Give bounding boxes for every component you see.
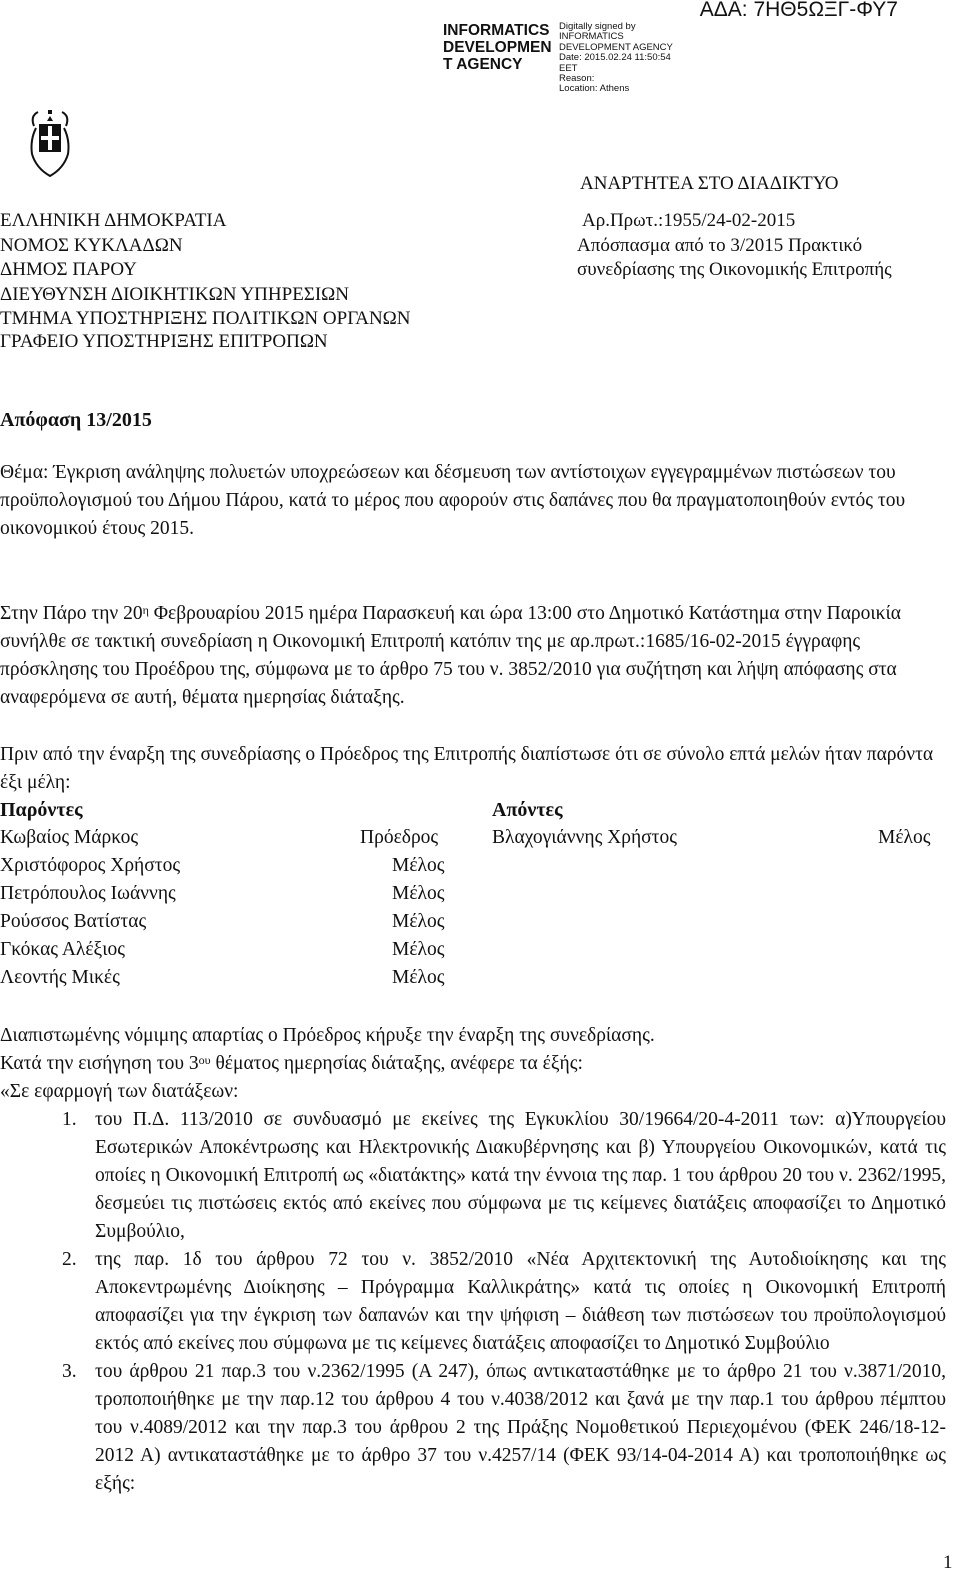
list-item-text: της παρ. 1δ του άρθρου 72 του ν. 3852/2010 «Νέα Αρχιτεκτονική της Αυτοδιοίκησης και της Αποκεντρωμένης Διοίκησης – Πρόγραμμα Καλλικράτης» κατά τις οποίες η Οικονομική Επιτροπή αποφασίζει για την έγκριση των δαπανών και την ψήφιση – διάθεση των πιστώσεων του προϋπολογισμού εκτός από εκείνες που σύμφωνα με τις κείμενες διατάξεις αποφασίζει το Δημοτικό Συμβούλιο (95, 1249, 946, 1354)
present-member-name: Ρούσσος Βατίστας (0, 911, 147, 932)
present-member-role: Μέλος (392, 911, 445, 932)
present-heading: Παρόντες (0, 799, 83, 821)
quorum-confirmed: Διαπιστωμένης νόμιμης απαρτίας ο Πρόεδρος κήρυξε την έναρξη της συνεδρίασης. (0, 1025, 655, 1046)
list-item-number: 1. (62, 1109, 77, 1130)
header-right-line: Απόσπασμα από το 3/2015 Πρακτικό (577, 235, 863, 256)
ada-code: ΑΔΑ: 7ΗΘ5ΩΞΓ-ΦΥ7 (699, 0, 898, 21)
header-left-line: ΕΛΛΗΝΙΚΗ ΔΗΜΟΚΡΑΤΙΑ (0, 210, 227, 231)
signature-detail: EET (559, 62, 578, 74)
absent-member-name: Βλαχογιάννης Χρήστος (492, 827, 677, 848)
agenda-intro-text: Κατά την εισήγηση του 3 (0, 1053, 199, 1074)
intro-text: Στην Πάρο την 20 (0, 603, 143, 624)
present-member-role: Μέλος (392, 855, 445, 876)
present-member-role: Μέλος (392, 967, 445, 988)
signature-detail: Digitally signed by (559, 21, 636, 32)
absent-member-role: Μέλος (878, 827, 931, 848)
page-number: 1 (943, 1552, 953, 1573)
signer-name-line: DEVELOPMEN (443, 39, 552, 56)
signature-detail: Location: Athens (559, 83, 630, 95)
header-left-line: ΤΜΗΜΑ ΥΠΟΣΤΗΡΙΞΗΣ ΠΟΛΙΤΙΚΩΝ ΟΡΓΑΝΩΝ (0, 308, 411, 329)
list-item-number: 2. (62, 1249, 77, 1270)
list-item-text: του άρθρου 21 παρ.3 του ν.2362/1995 (Α 247), όπως αντικαταστάθηκε με το άρθρο 21 του ν.3871/2010, τροποποιήθηκε με την παρ.12 του άρθρου 4 του ν.4038/2012 και ξανά με την παρ.1 του άρθρου πέμπτου του ν.4089/2012 και την παρ.3 του άρθρου 2 της Πράξης Νομοθετικού Περιεχομένου (ΦΕΚ 246/18-12-2012 Α) αντικαταστάθηκε με το άρθρο 37 του ν.4257/14 (ΦΕΚ 93/14-04-2014 Α) και τροποποιήθηκε ως εξής: (95, 1361, 946, 1494)
present-member-role: Πρόεδρος (360, 827, 439, 848)
agenda-intro-text-rest: θέματος ημερησίας διάταξης, ανέφερε τα έξής: (210, 1053, 583, 1074)
quote-intro: «Σε εφαρμογή των διατάξεων: (0, 1081, 239, 1102)
provisions-list (0, 1106, 946, 1498)
present-member-role: Μέλος (392, 939, 445, 960)
absent-heading: Απόντες (492, 799, 563, 821)
header-left-line: ΔΙΕΥΘΥΝΣΗ ΔΙΟΙΚΗΤΙΚΩΝ ΥΠΗΡΕΣΙΩΝ (0, 284, 350, 305)
signer-name-line: INFORMATICS (443, 22, 550, 39)
decision-title: Απόφαση 13/2015 (0, 409, 152, 431)
present-member-name: Κωβαίος Μάρκος (0, 827, 139, 848)
intro-paragraph (0, 600, 912, 712)
subject-paragraph: Θέμα: Έγκριση ανάληψης πολυετών υποχρεώσεων και δέσμευση των αντίστοιχων εγγεγραμμένων πιστώσεων του προϋπολογισμού του Δήμου Πάρου, κατά το μέρος που αφορούν στις δαπάνες που θα πραγματοποιηθούν εντός του οικονομικού έτους 2015. (0, 462, 906, 539)
list-item (0, 1106, 946, 1246)
present-member-name: Γκόκας Αλέξιος (0, 939, 125, 960)
header-left-line: ΔΗΜΟΣ ΠΑΡΟΥ (0, 259, 137, 280)
present-member-name: Πετρόπουλος Ιωάννης (0, 883, 176, 904)
present-member-role: Μέλος (392, 883, 445, 904)
ordinal-suffix: ου (198, 1053, 211, 1067)
list-item-number: 3. (62, 1361, 77, 1382)
signature-detail: Reason: (559, 73, 595, 85)
intro-text-rest: Φεβρουαρίου 2015 ημέρα Παρασκευή και ώρα 13:00 στο Δημοτικό Κατάστημα στην Παροικία συνήλθε σε τακτική συνεδρίαση η Οικονομική Επιτροπή κατόπιν της με αρ.πρωτ.:1685/16-02-2015 έγγραφης πρόσκλησης του Προέδρου της, σύμφωνα με το άρθρο 75 του ν. 3852/2010 για συζήτηση και λήψη απόφασης στα αναφερόμενα σε αυτή, θέματα ημερησίας διάταξης. (0, 603, 901, 708)
present-member-name: Λεοντής Μικές (0, 967, 120, 988)
header-left-line: ΝΟΜΟΣ ΚΥΚΛΑΔΩΝ (0, 235, 183, 256)
greek-coat-of-arms-icon (26, 106, 74, 182)
header-left-line: ΓΡΑΦΕΙΟ ΥΠΟΣΤΗΡΙΞΗΣ ΕΠΙΤΡΟΠΩΝ (0, 331, 328, 352)
signer-name-line: T AGENCY (443, 56, 523, 73)
list-item (0, 1246, 946, 1358)
agenda-intro (0, 1050, 583, 1078)
protocol-number: Αρ.Πρωτ.:1955/24-02-2015 (582, 210, 796, 231)
list-item (0, 1358, 946, 1498)
signature-detail: INFORMATICS (559, 31, 624, 43)
signature-detail: DEVELOPMENT AGENCY (559, 41, 673, 53)
header-right-line: συνεδρίασης της Οικονομικής Επιτροπής (577, 259, 892, 280)
present-member-name: Χριστόφορος Χρήστος (0, 855, 181, 876)
digital-signature-stamp (443, 21, 693, 95)
quorum-paragraph: Πριν από την έναρξη της συνεδρίασης ο Πρόεδρος της Επιτροπής διαπίστωσε ότι σε σύνολο επτά μελών ήταν παρόντα έξι μέλη: (0, 744, 934, 793)
list-item-text: του Π.Δ. 113/2010 σε συνδυασμό με εκείνες της Εγκυκλίου 30/19664/20-4-2011 των: α)Υπουργείου Εσωτερικών Αποκέντρωσης και Ηλεκτρονικής Διακυβέρνησης και β) Υπουργείου Οικονομικών, κατά τις οποίες η Οικονομική Επιτροπή ως «διατάκτης» κατά την έννοια της παρ. 1 του άρθρου 20 του ν. 2362/1995, δεσμεύει τις πιστώσεις εκτός από εκείνες που σύμφωνα με τις κείμενες διατάξεις αποφασίζει το Δημοτικό Συμβούλιο, (95, 1109, 946, 1242)
ordinal-suffix: η (142, 603, 149, 617)
posting-note: ΑΝΑΡΤΗΤΕΑ ΣΤΟ ΔΙΑΔΙΚΤΥΟ (580, 173, 839, 194)
signature-detail: Date: 2015.02.24 11:50:54 (559, 52, 671, 64)
